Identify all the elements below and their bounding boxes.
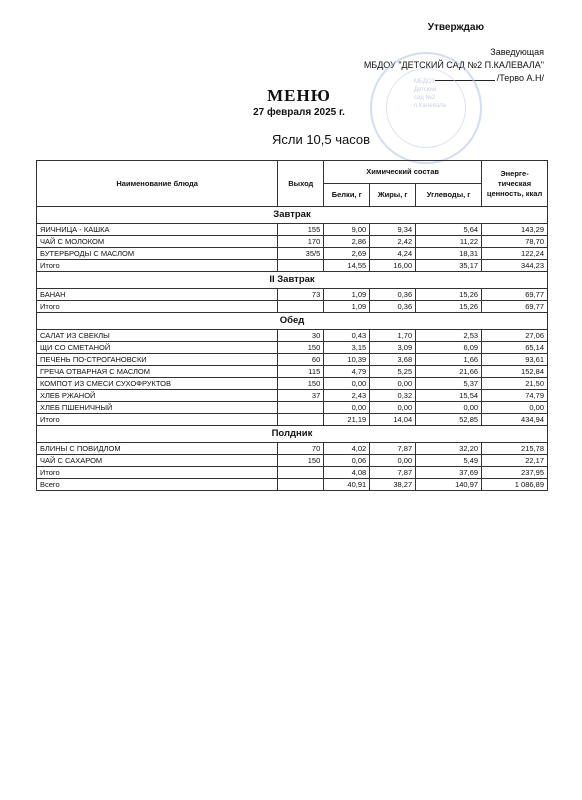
cell-carb: 5,64: [416, 224, 482, 236]
cell-protein: 2,43: [324, 390, 370, 402]
cell-name: БЛИНЫ С ПОВИДЛОМ: [37, 443, 278, 455]
table-row: [37, 354, 548, 366]
table-row: [37, 224, 548, 236]
cell-name: КОМПОТ ИЗ СМЕСИ СУХОФРУКТОВ: [37, 378, 278, 390]
cell-name: САЛАТ ИЗ СВЕКЛЫ: [37, 330, 278, 342]
cell-fat: 2,42: [370, 236, 416, 248]
table-row: [37, 366, 548, 378]
table-row: [37, 236, 548, 248]
table-row: [37, 402, 548, 414]
cell-name: ЩИ СО СМЕТАНОЙ: [37, 342, 278, 354]
header-energy: Энерге-тическая ценность, ккал: [482, 161, 548, 207]
cell-carb: 1,66: [416, 354, 482, 366]
total-row: [37, 301, 548, 313]
cell-protein: 0,06: [324, 455, 370, 467]
cell-fat: 4,24: [370, 248, 416, 260]
grand-total-row: [37, 479, 548, 491]
section-title: II Завтрак: [37, 272, 548, 289]
cell-yield: 155: [278, 224, 324, 236]
header-carb: Углеводы, г: [416, 184, 482, 207]
group-name: Ясли 10,5 часов: [271, 132, 371, 147]
section-row: [37, 426, 548, 443]
cell-protein: 4,08: [324, 467, 370, 479]
cell-carb: 15,54: [416, 390, 482, 402]
section-row: [37, 313, 548, 330]
section-row: [37, 272, 548, 289]
cell-carb: 6,09: [416, 342, 482, 354]
cell-energy: 344,23: [482, 260, 548, 272]
cell-carb: 18,31: [416, 248, 482, 260]
cell-name: Итого: [37, 467, 278, 479]
table-row: [37, 443, 548, 455]
cell-energy: 78,70: [482, 236, 548, 248]
menu-table: [36, 160, 548, 491]
cell-fat: 7,87: [370, 443, 416, 455]
cell-carb: 35,17: [416, 260, 482, 272]
header-dish-name: Наименование блюда: [37, 161, 278, 207]
cell-name: ЧАЙ С МОЛОКОМ: [37, 236, 278, 248]
section-title: Полдник: [37, 426, 548, 443]
table-row: [37, 330, 548, 342]
cell-name: Итого: [37, 414, 278, 426]
total-row: [37, 414, 548, 426]
cell-energy: 1 086,89: [482, 479, 548, 491]
cell-yield: 35/5: [278, 248, 324, 260]
cell-protein: 10,39: [324, 354, 370, 366]
cell-yield: 60: [278, 354, 324, 366]
table-row: [37, 289, 548, 301]
table-row: [37, 390, 548, 402]
cell-protein: 0,43: [324, 330, 370, 342]
organization-name: МБДОУ "ДЕТСКИЙ САД №2 П.КАЛЕВАЛА": [363, 60, 544, 70]
table-row: [37, 342, 548, 354]
cell-fat: 1,70: [370, 330, 416, 342]
cell-energy: 22,17: [482, 455, 548, 467]
cell-protein: 9,00: [324, 224, 370, 236]
cell-yield: 37: [278, 390, 324, 402]
cell-name: ХЛЕБ РЖАНОЙ: [37, 390, 278, 402]
cell-fat: 7,87: [370, 467, 416, 479]
cell-energy: 434,94: [482, 414, 548, 426]
cell-yield: 150: [278, 378, 324, 390]
cell-energy: 152,84: [482, 366, 548, 378]
cell-name: ХЛЕБ ПШЕНИЧНЫЙ: [37, 402, 278, 414]
cell-yield: 150: [278, 455, 324, 467]
cell-protein: 4,02: [324, 443, 370, 455]
cell-yield: 73: [278, 289, 324, 301]
cell-yield: [278, 402, 324, 414]
cell-fat: 0,36: [370, 289, 416, 301]
head-position: Заведующая: [490, 47, 544, 57]
cell-protein: 2,69: [324, 248, 370, 260]
cell-protein: 1,09: [324, 301, 370, 313]
cell-name: ГРЕЧА ОТВАРНАЯ С МАСЛОМ: [37, 366, 278, 378]
cell-energy: 215,78: [482, 443, 548, 455]
cell-protein: 0,00: [324, 402, 370, 414]
cell-fat: 0,36: [370, 301, 416, 313]
cell-fat: 0,00: [370, 455, 416, 467]
page-title: МЕНЮ: [267, 86, 331, 105]
cell-carb: 11,22: [416, 236, 482, 248]
cell-yield: 70: [278, 443, 324, 455]
cell-fat: 9,34: [370, 224, 416, 236]
cell-energy: 122,24: [482, 248, 548, 260]
cell-energy: 74,79: [482, 390, 548, 402]
cell-name: ЧАЙ С САХАРОМ: [37, 455, 278, 467]
cell-protein: 2,86: [324, 236, 370, 248]
cell-protein: 21,19: [324, 414, 370, 426]
cell-energy: 0,00: [482, 402, 548, 414]
cell-carb: 2,53: [416, 330, 482, 342]
total-row: [37, 467, 548, 479]
cell-fat: 14,04: [370, 414, 416, 426]
section-row: [37, 207, 548, 224]
cell-protein: 0,00: [324, 378, 370, 390]
header-yield: Выход: [278, 161, 324, 207]
menu-table-body: [37, 207, 548, 491]
stamp-text: МБДОУ Детский сад №2 п.Калевала: [414, 79, 446, 109]
cell-fat: 38,27: [370, 479, 416, 491]
cell-name: БУТЕРБРОДЫ С МАСЛОМ: [37, 248, 278, 260]
cell-energy: 93,61: [482, 354, 548, 366]
cell-protein: 4,79: [324, 366, 370, 378]
cell-carb: 52,85: [416, 414, 482, 426]
header-chemical: Химический состав: [324, 161, 482, 184]
table-row: [37, 248, 548, 260]
cell-yield: [278, 467, 324, 479]
cell-yield: 170: [278, 236, 324, 248]
cell-name: БАНАН: [37, 289, 278, 301]
cell-fat: 3,09: [370, 342, 416, 354]
cell-energy: 237,95: [482, 467, 548, 479]
cell-protein: 40,91: [324, 479, 370, 491]
cell-carb: 140,97: [416, 479, 482, 491]
header-protein: Белки, г: [324, 184, 370, 207]
total-row: [37, 260, 548, 272]
section-title: Завтрак: [37, 207, 548, 224]
cell-carb: 15,26: [416, 301, 482, 313]
cell-fat: 3,68: [370, 354, 416, 366]
signature-name: /Терво А.Н/: [496, 73, 544, 83]
table-row: [37, 378, 548, 390]
cell-yield: 30: [278, 330, 324, 342]
cell-carb: 21,66: [416, 366, 482, 378]
cell-carb: 37,69: [416, 467, 482, 479]
cell-yield: [278, 260, 324, 272]
cell-energy: 143,29: [482, 224, 548, 236]
cell-yield: [278, 301, 324, 313]
cell-fat: 16,00: [370, 260, 416, 272]
cell-protein: 14,55: [324, 260, 370, 272]
cell-yield: [278, 414, 324, 426]
cell-fat: 0,00: [370, 378, 416, 390]
menu-date: 27 февраля 2025 г.: [253, 107, 345, 118]
cell-name: ЯИЧНИЦА - КАШКА: [37, 224, 278, 236]
cell-yield: 115: [278, 366, 324, 378]
cell-energy: 69,77: [482, 289, 548, 301]
cell-yield: 150: [278, 342, 324, 354]
cell-fat: 0,32: [370, 390, 416, 402]
cell-protein: 1,09: [324, 289, 370, 301]
cell-energy: 65,14: [482, 342, 548, 354]
header-fat: Жиры, г: [370, 184, 416, 207]
cell-fat: 0,00: [370, 402, 416, 414]
cell-name: Итого: [37, 301, 278, 313]
table-row: [37, 455, 548, 467]
cell-name: Всего: [37, 479, 278, 491]
cell-energy: 69,77: [482, 301, 548, 313]
approval-label: Утверждаю: [427, 22, 484, 33]
cell-carb: 5,49: [416, 455, 482, 467]
cell-energy: 27,06: [482, 330, 548, 342]
cell-yield: [278, 479, 324, 491]
cell-energy: 21,50: [482, 378, 548, 390]
cell-fat: 5,25: [370, 366, 416, 378]
section-title: Обед: [37, 313, 548, 330]
cell-carb: 5,37: [416, 378, 482, 390]
cell-carb: 32,20: [416, 443, 482, 455]
cell-carb: 0,00: [416, 402, 482, 414]
cell-name: ПЕЧЕНЬ ПО-СТРОГАНОВСКИ: [37, 354, 278, 366]
cell-protein: 3,15: [324, 342, 370, 354]
cell-carb: 15,26: [416, 289, 482, 301]
cell-name: Итого: [37, 260, 278, 272]
